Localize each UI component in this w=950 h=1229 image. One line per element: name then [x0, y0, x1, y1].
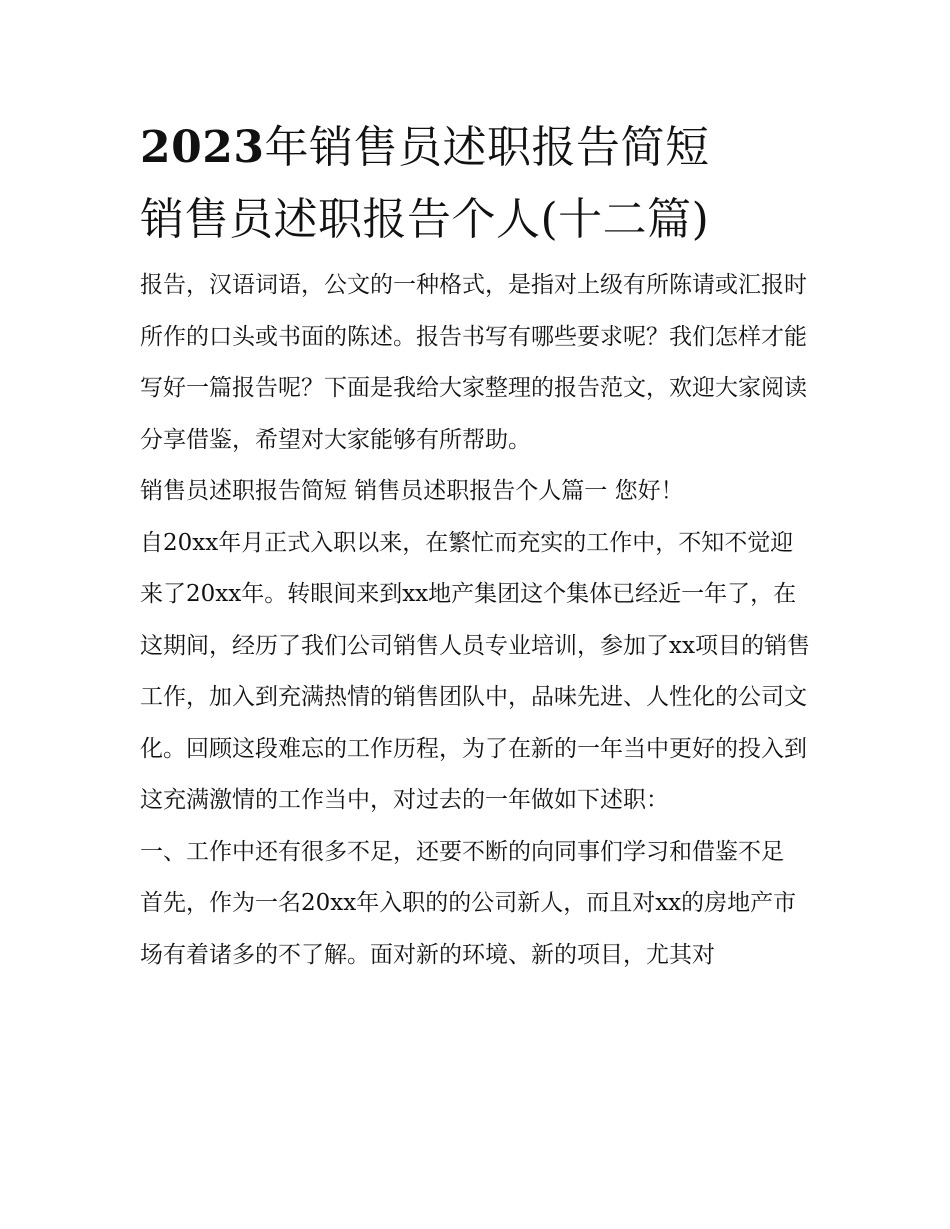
section-heading-paragraph: 销售员述职报告简短 销售员述职报告个人篇一 您好！ — [140, 478, 684, 504]
title-line-1 — [140, 112, 816, 184]
title-line-2: 销售员述职报告个人(十二篇) — [140, 194, 710, 245]
subheading-paragraph: 一、工作中还有很多不足，还要不断的向同事们学习和借鉴不足 — [140, 838, 784, 865]
title-line-1-text: 年销售员述职报告简短 — [264, 122, 710, 173]
body-paragraph: 自20xx年月正式入职以来，在繁忙而充实的工作中，不知不觉迎来了20xx年。转眼间来到xx地产集团这个集体已经近一年了，在这期间，经历了我们公司销售人员专业培训，参加了xx项目的销售工作，加入到充满热情的销售团队中，品味先进、人性化的公司文化。回顾这段难忘的工作历程，为了在新的一年当中更好的投入到这充满激情的工作当中，对过去的一年做如下述职： — [140, 529, 810, 813]
document-title — [140, 112, 816, 256]
intro-paragraph: 报告，汉语词语，公文的一种格式，是指对上级有所陈请或汇报时所作的口头或书面的陈述。报告书写有哪些要求呢？我们怎样才能写好一篇报告呢？下面是我给大家整理的报告范文，欢迎大家阅读分享借鉴，希望对大家能够有所帮助。 — [140, 272, 807, 453]
document-page — [140, 112, 816, 981]
title-year: 2023 — [140, 122, 265, 173]
body-paragraph: 首先，作为一名20xx年入职的的公司新人，而且对xx的房地产市场有着诸多的不了解。面对新的环境、新的项目，尤其对 — [140, 890, 797, 968]
